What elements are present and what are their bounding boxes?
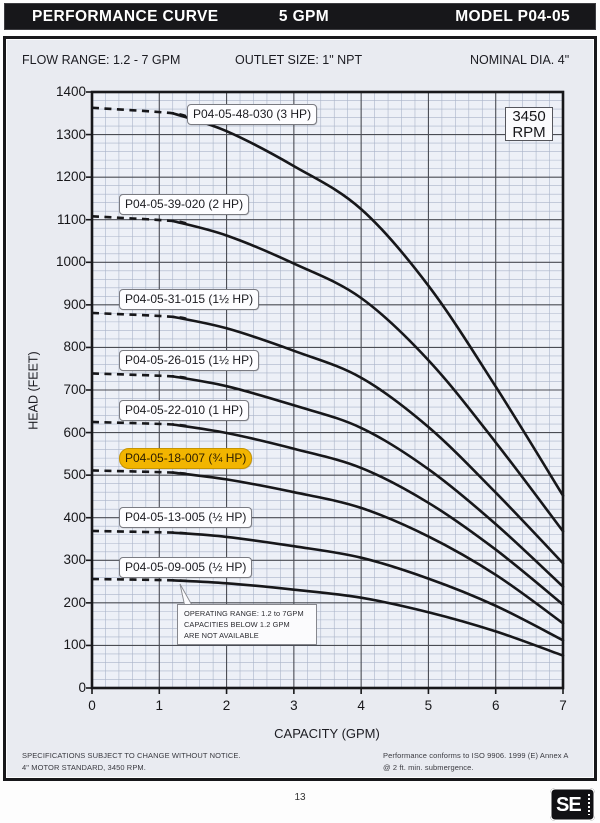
x-axis-title: CAPACITY (GPM) [274,726,380,741]
y-tick-300: 300 [63,552,86,568]
header-bar [4,3,596,30]
footer-left [22,750,241,773]
y-tick-0: 0 [78,680,86,695]
page-title: PERFORMANCE CURVE [32,7,219,25]
footer-right-line1: Performance conforms to ISO 9906. 1999 (E) Annex A [383,751,569,760]
rpm-unit: RPM [512,123,546,141]
outlet-size-label: OUTLET SIZE: 1" NPT [235,53,363,67]
footer-left-line1: SPECIFICATIONS SUBJECT TO CHANGE WITHOUT NOTICE. [22,751,241,760]
se-logo [550,788,595,821]
header-model: MODEL P04-05 [455,7,570,25]
y-tick-800: 800 [63,339,86,355]
page-number: 13 [294,792,306,803]
note-line-2: CAPACITIES BELOW 1.2 GPM [184,620,290,630]
se-logo-strip [588,794,591,815]
x-tick-1: 1 [155,698,164,713]
x-tick-6: 6 [491,698,500,713]
curve-label-13-005: P04-05-13-005 (½ HP) [119,507,252,528]
y-tick-700: 700 [63,382,86,397]
curve-label-18-007-highlighted: P04-05-18-007 (¾ HP) [119,448,252,469]
y-tick-1300: 1300 [55,126,86,142]
note-line-1: OPERATING RANGE: 1.2 to 7GPM [184,609,304,618]
x-tick-3: 3 [290,698,298,713]
x-tick-0: 0 [88,698,96,713]
curve-label-48-030: P04-05-48-030 (3 HP) [187,104,317,125]
header-flow: 5 GPM [278,7,330,25]
y-axis-title: HEAD (FEET) [26,351,41,430]
x-tick-4: 4 [357,698,365,713]
rpm-value: 3450 [512,108,546,125]
curve-label-09-005: P04-05-09-005 (½ HP) [119,557,252,578]
curve-label-22-010: P04-05-22-010 (1 HP) [119,400,249,421]
rpm-badge [505,107,553,141]
operating-range-note [177,604,317,645]
curve-label-26-015: P04-05-26-015 (1½ HP) [119,350,259,371]
flow-range-label: FLOW RANGE: 1.2 - 7 GPM [22,53,181,67]
note-line-3: ARE NOT AVAILABLE [184,631,259,641]
footer-left-line2: 4" MOTOR STANDARD, 3450 RPM. [22,762,146,772]
x-tick-2: 2 [222,698,231,713]
y-tick-600: 600 [63,424,86,440]
y-tick-1400: 1400 [55,84,86,99]
nominal-dia-label: NOMINAL DIA. 4" [470,53,570,67]
y-tick-500: 500 [63,467,86,483]
x-tick-7: 7 [559,698,567,713]
y-tick-1200: 1200 [55,169,86,185]
x-tick-5: 5 [424,698,433,713]
curve-label-39-020: P04-05-39-020 (2 HP) [119,194,249,215]
y-tick-1000: 1000 [55,254,86,270]
curve-label-31-015: P04-05-31-015 (1½ HP) [119,289,259,310]
y-tick-200: 200 [63,594,86,610]
pump-curve-chart [84,86,571,702]
y-tick-100: 100 [63,637,86,653]
footer-right [383,750,569,773]
y-tick-900: 900 [63,296,86,312]
footer-right-line2: @ 2 ft. min. submergence. [383,762,474,772]
y-tick-1100: 1100 [56,211,86,227]
se-logo-text: SE [556,793,581,816]
y-tick-400: 400 [63,509,86,525]
